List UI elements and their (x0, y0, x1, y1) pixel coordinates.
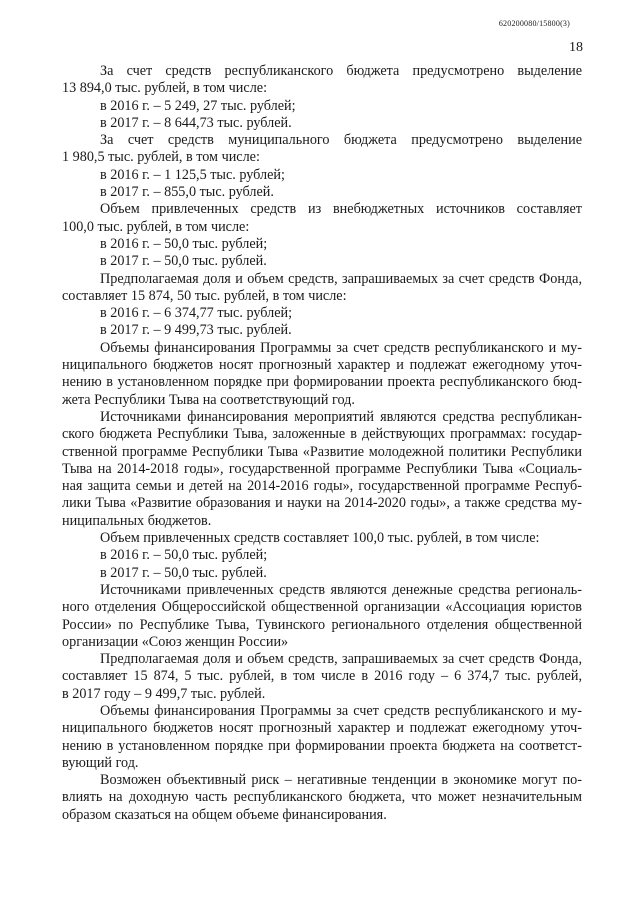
text-line: в 2016 г. – 1 125,5 тыс. рублей; (100, 166, 285, 183)
text-line: Предполагаемая доля и объем средств, запрашиваемых за счет средств Фонда, (100, 270, 582, 287)
text-line: Объемы финансирования Программы за счет средств республиканского и му- (100, 339, 582, 356)
text-line: 100,0 тыс. рублей, в том числе: (62, 218, 250, 235)
text-line: 1 980,5 тыс. рублей, в том числе: (62, 149, 260, 166)
text-line: Объемы финансирования Программы за счет средств республиканского и му- (100, 702, 582, 719)
text-line: в 2016 г. – 50,0 тыс. рублей; (100, 547, 268, 564)
text-line: нению в установленном порядке при формировании проекта республиканского бюд- (62, 374, 582, 391)
text-line: Источниками финансирования мероприятий являются средства республикан- (100, 408, 582, 425)
text-line: в 2017 г. – 8 644,73 тыс. рублей. (100, 114, 292, 131)
text-line: ского бюджета Республики Тыва, заложенные в действующих программах: государ- (62, 426, 582, 443)
text-line: составляет 15 874, 5 тыс. рублей, в том числе в 2016 году – 6 374,7 тыс. рублей, (62, 668, 582, 685)
text-line: ного отделения Общероссийской общественной организации «Ассоциация юристов (62, 599, 582, 616)
text-line: Объем привлеченных средств составляет 100,0 тыс. рублей, в том числе: (100, 530, 540, 547)
text-line: ственной программе Республики Тыва «Развитие молодежной политики Республики (62, 443, 582, 460)
text-line: в 2017 году – 9 499,7 тыс. рублей. (62, 685, 266, 702)
text-line: составляет 15 874, 50 тыс. рублей, в том числе: (62, 287, 347, 304)
text-line: влиять на доходную часть республиканского бюджета, что может незначительным (62, 789, 582, 806)
text-line: Тыва на 2014-2018 годы», государственной программе Республики Тыва «Социаль- (62, 460, 582, 477)
text-line: Предполагаемая доля и объем средств, запрашиваемых за счет средств Фонда, (100, 651, 582, 668)
text-line: 13 894,0 тыс. рублей, в том числе: (62, 80, 268, 97)
text-line: жета Республики Тыва на соответствующий год. (62, 391, 355, 408)
text-line: ная защита семьи и детей на 2014-2016 годы», государственной программе Респуб- (62, 478, 582, 495)
text-line: ниципальных бюджетов. (62, 512, 212, 529)
document-body (62, 63, 582, 824)
text-line: образом сказаться на общем объеме финансирования. (62, 806, 387, 823)
text-line: ниципального бюджетов носят прогнозный характер и подлежат ежегодному уточ- (62, 720, 582, 737)
text-line: в 2017 г. – 50,0 тыс. рублей. (100, 564, 267, 581)
text-line: Возможен объективный риск – негативные тенденции в экономике могут по- (100, 772, 582, 789)
text-line: в 2017 г. – 50,0 тыс. рублей. (100, 253, 267, 270)
text-line: нению в установленном порядке при формировании проекта бюджета на соответст- (62, 737, 582, 754)
text-line: За счет средств республиканского бюджета предусмотрено выделение (100, 63, 582, 79)
text-line: в 2016 г. – 6 374,77 тыс. рублей; (100, 305, 293, 322)
text-line: За счет средств муниципального бюджета предусмотрено выделение (100, 132, 582, 149)
text-line: России» по Республике Тыва, Тувинского регионального отделения общественной (62, 616, 582, 633)
text-line: в 2016 г. – 50,0 тыс. рублей; (100, 235, 268, 252)
text-line: Объем привлеченных средств из внебюджетных источников составляет (100, 201, 582, 218)
text-line: лики Тыва «Развитие образования и науки на 2014-2020 годы», а также средства му- (62, 495, 582, 512)
text-line: вующий год. (62, 754, 139, 771)
text-line: в 2017 г. – 855,0 тыс. рублей. (100, 184, 274, 201)
text-line: ниципального бюджетов носят прогнозный характер и подлежат ежегодному уточ- (62, 357, 582, 374)
document-number: 620200080/15800(3) (498, 19, 570, 28)
text-line: Источниками привлеченных средств являются денежные средства региональ- (100, 581, 582, 598)
page-number: 18 (569, 40, 583, 55)
text-line: в 2017 г. – 9 499,73 тыс. рублей. (100, 322, 292, 339)
text-line: организации «Союз женщин России» (62, 633, 289, 650)
text-line: в 2016 г. – 5 249, 27 тыс. рублей; (100, 97, 296, 114)
